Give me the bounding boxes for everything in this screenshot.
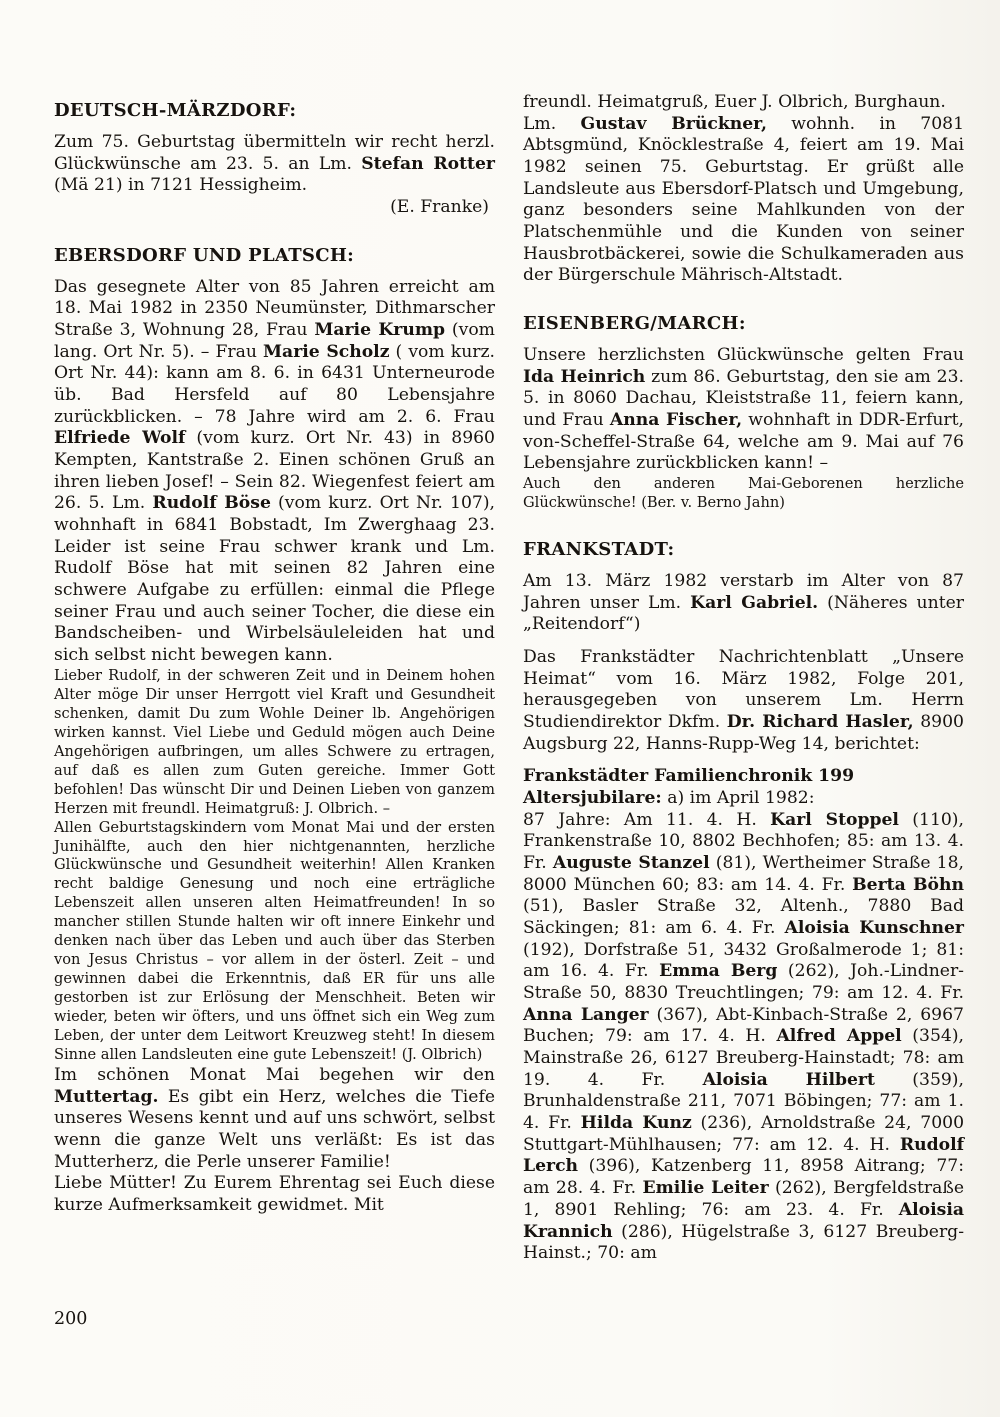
- bold-text-run: Frankstädter Familienchronik 199: [523, 766, 855, 787]
- text-run: (110), Frankenstraße 10, 8802 Bechhofen; 85: am 13. 4. Fr.: [523, 809, 964, 874]
- text-run: Allen Geburtstagskindern vom Monat Mai und der ersten Junihälfte, auch den hier nichtgenannten, herzliche Glückwünsche und Gesundheit weiterhin! Allen Kranken recht baldige Genesung und noch eine erträgliche Lebenszeit allen unseren alten Heimatfreunden! In so mancher stillen Stunde halten wir oft innere Einkehr und denken nach über das Leben und auch über das Sterben von Jesus Christus – vor allem in der österl. Zeit – und gewinnen dabei die Erkenntnis, daß ER für uns alle gestorben ist zur Erlösung der Menschheit. Beten wir wieder, beten wir öfters, und uns öffnet sich ein Weg zum Leben, der unter dem Leitwort Kreuzweg steht! In diesem Sinne allen Landsleuten eine gute Lebenszeit! (J. Olbrich): [54, 818, 495, 1064]
- text-run: ( vom kurz. Ort Nr. 44): kann am 8. 6. in 6431 Unterneurode üb. Bad Hersfeld auf 80 Lebensjahre zurückblicken. – 78 Jahre wird am 2. 6. Frau: [54, 341, 496, 427]
- text-run: (192), Dorfstraße 51, 3432 Großalmerode 1; 81: am 16. 4. Fr.: [523, 939, 964, 982]
- paragraph: [523, 810, 964, 1265]
- text-run: (Näheres unter „Reitendorf“): [523, 592, 964, 635]
- text-run: (E. Franke): [390, 197, 489, 218]
- bold-text-run: Muttertag.: [54, 1086, 159, 1107]
- text-run: Das Frankstädter Nachrichtenblatt „Unsere Heimat“ vom 16. März 1982, Folge 201, herausgegeben von unserem Lm. Herrn Studiendirektor Dkfm.: [523, 647, 964, 733]
- bold-text-run: Aloisia Hilbert: [702, 1069, 875, 1090]
- bold-text-run: EISENBERG/MARCH:: [523, 313, 746, 335]
- text-run: wohnhaft in DDR-Erfurt, von-Scheffel-Straße 64, welche am 9. Mai auf 76 Lebensjahre zurückblicken kann! –: [523, 410, 964, 474]
- bold-text-run: Altersjubilare:: [523, 788, 662, 809]
- bold-text-run: Rudolf Lerch: [523, 1134, 964, 1177]
- bold-text-run: Elfriede Wolf: [54, 428, 186, 449]
- bold-text-run: Emma Berg: [659, 961, 778, 982]
- section-heading: [54, 245, 495, 266]
- paragraph: [523, 114, 964, 287]
- paragraph: [54, 1065, 495, 1173]
- page-number: 200: [54, 1309, 88, 1329]
- two-column-layout: [54, 92, 964, 1265]
- bold-text-run: Dr. Richard Hasler,: [726, 712, 914, 733]
- text-run: Auch den anderen Mai-Geborenen herzliche Glückwünsche! (Ber. v. Berno Jahn): [523, 475, 964, 512]
- paragraph: [523, 475, 964, 513]
- text-run: zum 86. Geburtstag, den sie am 23. 5. in 8060 Dachau, Kleiststraße 11, feiern kann, und Frau: [523, 366, 964, 431]
- section-heading: [54, 100, 495, 121]
- text-run: Am 13. März 1982 verstarb im Alter von 87 Jahren unser Lm.: [523, 571, 964, 613]
- paragraph: [54, 819, 495, 1066]
- paragraph: [523, 571, 964, 636]
- text-run: (286), Hügelstraße 3, 6127 Breuberg-Hainst.; 70: am: [523, 1221, 964, 1264]
- text-run: Liebe Mütter! Zu Eurem Ehrentag sei Euch diese kurze Aufmerksamkeit gewidmet. Mit: [54, 1173, 495, 1216]
- bold-text-run: Aloisia Krannich: [523, 1199, 964, 1242]
- text-run: Lm.: [523, 113, 581, 134]
- text-run: freundl. Heimatgruß, Euer J. Olbrich, Burghaun.: [523, 92, 946, 112]
- bold-text-run: Anna Langer: [523, 1004, 649, 1025]
- bold-text-run: Auguste Stanzel: [552, 853, 710, 874]
- text-run: (81), Wertheimer Straße 18, 8000 München 60; 83: am 14. 4. Fr.: [523, 853, 965, 895]
- bold-text-run: Marie Krump: [314, 320, 446, 341]
- text-run: (vom kurz. Ort Nr. 43) in 8960 Kempten, Kantstraße 2. Einen schönen Gruß an ihren lieben Josef! – Sein 82. Wiegenfest feiert am 26. 5. Lm.: [54, 428, 495, 514]
- bold-text-run: Berta Böhn: [852, 874, 965, 895]
- text-run: (Mä 21) in 7121 Hessigheim.: [54, 175, 308, 196]
- section-heading: [523, 539, 964, 560]
- text-run: (367), Abt-Kinbach-Straße 2, 6967 Buchen; 79: am 17. 4. H.: [523, 1004, 964, 1047]
- text-run: Unsere herzlichsten Glückwünsche gelten Frau: [523, 345, 964, 366]
- text-run: (396), Katzenberg 11, 8958 Aitrang; 77: am 28. 4. Fr.: [523, 1156, 964, 1199]
- text-run: Es gibt ein Herz, welches die Tiefe unseres Wesens kennt und auf uns schwört, selbst wenn die ganze Welt uns verläßt: Es ist das Mutterherz, die Perle unserer Familie!: [54, 1086, 495, 1172]
- bold-text-run: Gustav Brückner,: [580, 113, 767, 134]
- bold-text-run: DEUTSCH-MÄRZDORF:: [54, 100, 297, 121]
- bold-text-run: FRANKSTADT:: [523, 539, 675, 561]
- text-run: (vom kurz. Ort Nr. 107), wohnhaft in 6841 Bobstadt, Im Zwerghaag 23. Leider ist seine Frau schwer krank und Lm. Rudolf Böse hat mit seinen 82 Jahren eine schwere Aufgabe zu erfüllen: einmal die Pflege seiner Frau und auch seiner Tocher, die diese ein Bandscheiben- und Wirbelsäuleleiden hat und sich selbst nicht bewegen kann.: [54, 493, 495, 666]
- text-run: Zum 75. Geburtstag übermitteln wir recht herzl. Glückwünsche am 23. 5. an Lm.: [54, 132, 495, 174]
- text-run: (354), Mainstraße 26, 6127 Breuberg-Hainstadt; 78: am 19. 4. Fr.: [523, 1026, 964, 1090]
- paragraph: [54, 667, 495, 819]
- paragraph: [523, 647, 964, 755]
- text-run: 87 Jahre: Am 11. 4. H.: [523, 809, 771, 830]
- text-run: (262), Bergfeldstraße 1, 8901 Rehling; 76: am 23. 4. Fr.: [523, 1178, 964, 1220]
- bold-text-run: Hilda Kunz: [580, 1113, 692, 1134]
- bold-text-run: Karl Stoppel: [770, 809, 899, 830]
- bold-text-run: Marie Scholz: [263, 341, 390, 362]
- paragraph: [523, 345, 964, 475]
- bold-text-run: Emilie Leiter: [642, 1178, 769, 1199]
- text-run: 8900 Augsburg 22, Hanns-Rupp-Weg 14, berichtet:: [523, 712, 964, 754]
- bold-text-run: Ida Heinrich: [523, 366, 646, 387]
- byline: [54, 197, 495, 219]
- text-run: wohnh. in 7081 Abtsgmünd, Knöcklestraße 4, feiert am 19. Mai 1982 seinen 75. Geburtstag. Er grüßt alle Landsleute aus Ebersdorf-Platsch und Umgebung, ganz besonders seine Mahlkunden von der Platschenmühle und die Kunden von seiner Hausbrotbäckerei, sowie die Schulkameraden aus der Bürgerschule Mährisch-Altstadt.: [523, 113, 965, 286]
- text-run: (236), Arnoldstraße 24, 7000 Stuttgart-Mühlhausen; 77: am 12. 4. H.: [523, 1113, 965, 1155]
- bold-text-run: EBERSDORF UND PLATSCH:: [54, 244, 355, 266]
- paragraph: [523, 92, 964, 114]
- section-heading: [523, 313, 964, 334]
- paragraph: [523, 766, 964, 788]
- text-run: (262), Joh.-Lindner-Straße 50, 8830 Treuchtlingen; 79: am 12. 4. Fr.: [523, 961, 964, 1004]
- bold-text-run: Stefan Rotter: [361, 153, 495, 174]
- paragraph: [54, 1173, 495, 1216]
- bold-text-run: Anna Fischer,: [609, 410, 743, 431]
- text-run: a) im April 1982:: [661, 788, 815, 809]
- text-run: Lieber Rudolf, in der schweren Zeit und in Deinem hohen Alter möge Dir unser Herrgott viel Kraft und Gesundheit schenken, damit Du zum Wohle Deiner lb. Angehörigen wirken kannst. Viel Liebe und Geduld mögen auch Deine Angehörigen aufbringen, um alles Schwere zu ertragen, auf daß es allen zum Guten gereiche. Immer Gott befohlen! Das wünscht Dir und Deinen Lieben von ganzem Herzen mit freundl. Heimatgruß: J. Olbrich. –: [54, 666, 495, 817]
- column-right: [523, 92, 964, 1265]
- bold-text-run: Karl Gabriel.: [690, 592, 819, 613]
- text-run: (359), Brunhaldenstraße 211, 7071 Böbingen; 77: am 1. 4. Fr.: [523, 1069, 964, 1134]
- paragraph: [54, 132, 495, 197]
- text-run: Im schönen Monat Mai begehen wir den: [54, 1065, 495, 1086]
- text-run: Das gesegnete Alter von 85 Jahren erreicht am 18. Mai 1982 in 2350 Neumünster, Dithmarscher Straße 3, Wohnung 28, Frau: [54, 276, 495, 341]
- bold-text-run: Aloisia Kunschner: [784, 918, 964, 939]
- paragraph: [523, 788, 964, 810]
- column-left: [54, 92, 495, 1265]
- text-run: (51), Basler Straße 32, Altenh., 7880 Bad Säckingen; 81: am 6. 4. Fr.: [523, 896, 964, 939]
- bold-text-run: Rudolf Böse: [152, 493, 271, 514]
- text-run: (vom lang. Ort Nr. 5). – Frau: [54, 320, 495, 362]
- bold-text-run: Alfred Appel: [776, 1026, 902, 1047]
- paragraph: [54, 277, 495, 667]
